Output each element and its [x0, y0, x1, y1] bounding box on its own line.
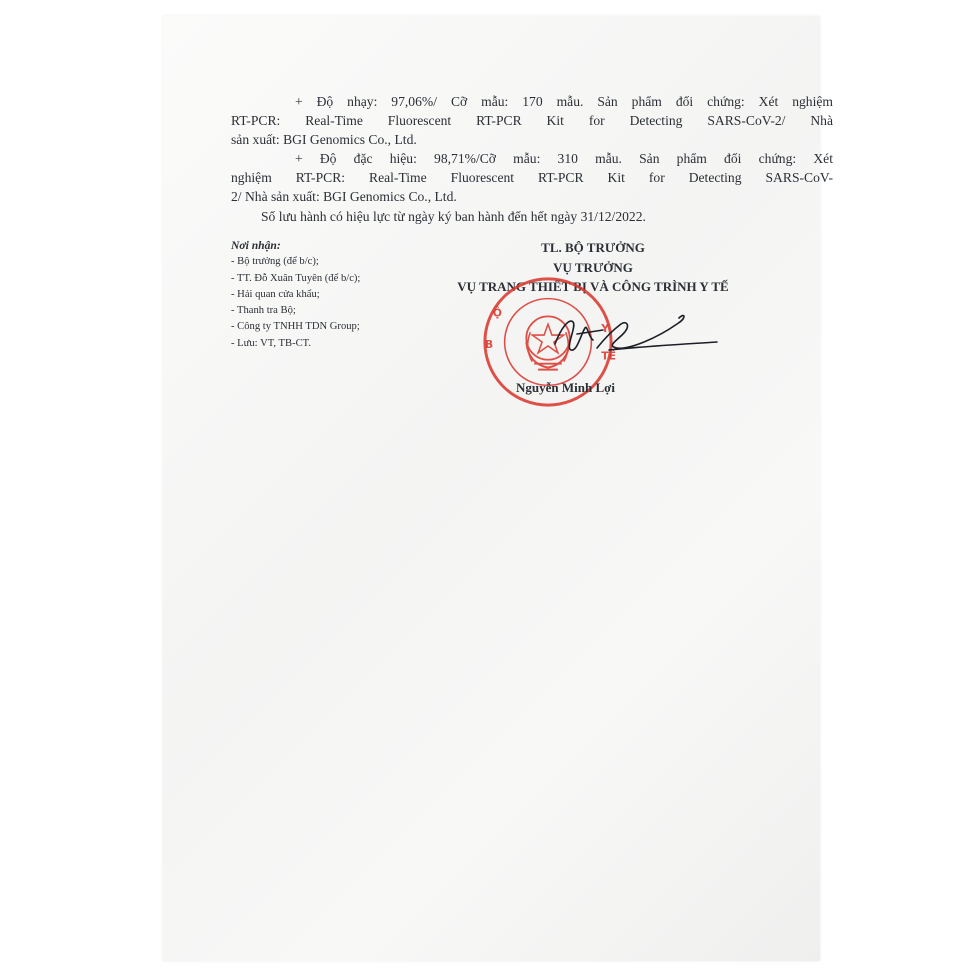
recipient-item: - Lưu: VT, TB-CT.: [231, 337, 311, 349]
paragraph-line: + Độ đặc hiệu: 98,71%/Cỡ mẫu: 310 mẫu. Sản phẩm đối chứng: Xét: [295, 151, 833, 166]
svg-text:B: B: [484, 337, 494, 351]
recipient-item: - Bộ trưởng (để b/c);: [231, 256, 319, 268]
svg-text:Ộ: Ộ: [492, 306, 503, 320]
signature-title-3: VỤ TRANG THIẾT BỊ VÀ CÔNG TRÌNH Y TẾ: [457, 279, 729, 294]
paragraph-specificity: [231, 149, 833, 206]
paragraph-line: 2/ Nhà sản xuất: BGI Genomics Co., Ltd.: [231, 189, 457, 204]
paragraph-validity: Số lưu hành có hiệu lực từ ngày ký ban hành đến hết ngày 31/12/2022.: [261, 209, 646, 224]
paragraph-sensitivity: [231, 92, 833, 149]
recipient-item: - Thanh tra Bộ;: [231, 305, 296, 317]
recipient-item: - Hải quan cửa khẩu;: [231, 288, 320, 300]
paragraph-line: RT-PCR: Real-Time Fluorescent RT-PCR Kit for Detecting SARS-CoV-2/ Nhà: [231, 113, 833, 128]
recipient-item: - Công ty TNHH TDN Group;: [231, 321, 360, 333]
handwritten-signature: [547, 304, 727, 364]
paragraph-line: nghiệm RT-PCR: Real-Time Fluorescent RT-PCR Kit for Detecting SARS-CoV-: [231, 170, 833, 185]
recipients-block: [231, 238, 360, 352]
paragraph-line: sản xuất: BGI Genomics Co., Ltd.: [231, 132, 417, 147]
paragraph-line: + Độ nhạy: 97,06%/ Cỡ mẫu: 170 mẫu. Sản phẩm đối chứng: Xét nghiệm: [295, 94, 833, 109]
signature-title-2: VỤ TRƯỞNG: [553, 259, 633, 275]
signature-title-1: TL. BỘ TRƯỞNG: [541, 240, 645, 255]
recipient-item: - TT. Đỗ Xuân Tuyên (để b/c);: [231, 272, 361, 284]
svg-text:Y: Y: [601, 322, 610, 336]
svg-text:TẾ: TẾ: [601, 349, 617, 363]
signer-name: Nguyễn Minh Lợi: [516, 380, 615, 395]
recipients-heading: Nơi nhận:: [231, 239, 281, 252]
document-page: [163, 16, 833, 961]
